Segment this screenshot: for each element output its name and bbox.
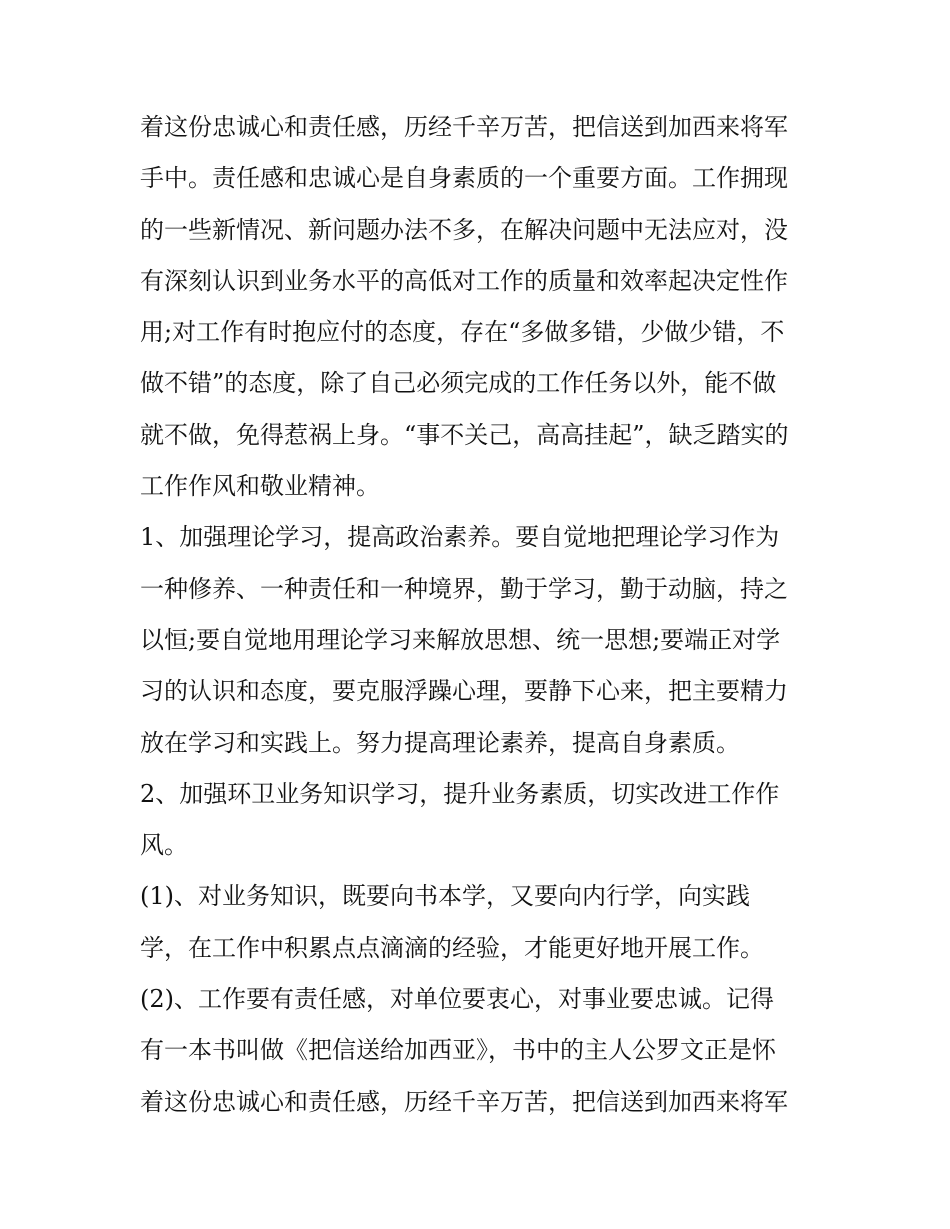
text-line: 一种修养、一种责任和一种境界，勤于学习，勤于动脑，持之 (140, 574, 788, 603)
text-line: (1)、对业务知识，既要向书本学，又要向内行学，向实践 (140, 882, 750, 911)
text-line: 以恒;要自觉地用理论学习来解放思想、统一思想;要端正对学 (140, 625, 781, 654)
text-line: 工作作风和敬业精神。 (140, 472, 380, 501)
text-line: 1、加强理论学习，提高政治素养。要自觉地把理论学习作为 (140, 523, 780, 552)
text-line: 用;对工作有时抱应付的态度，存在“多做多错，少做少错，不 (140, 318, 785, 347)
text-line: 的一些新情况、新问题办法不多，在解决问题中无法应对，没 (140, 215, 788, 244)
text-line: 就不做，免得惹祸上身。“事不关己，高高挂起”，缺乏踏实的 (140, 420, 789, 449)
text-line: 做不错”的态度，除了自己必须完成的工作任务以外，能不做 (140, 369, 777, 398)
text-line: 有一本书叫做《把信送给加西亚》，书中的主人公罗文正是怀 (140, 1036, 776, 1065)
text-line: (2)、工作要有责任感，对单位要衷心，对事业要忠诚。记得 (140, 985, 774, 1014)
document-body (140, 102, 820, 1128)
text-line: 放在学习和实践上。努力提高理论素养，提高自身素质。 (140, 728, 740, 757)
text-line: 有深刻认识到业务水平的高低对工作的质量和效率起决定性作 (140, 266, 788, 295)
text-line: 手中。责任感和忠诚心是自身素质的一个重要方面。工作拥现 (140, 164, 788, 193)
text-line: 习的认识和态度，要克服浮躁心理，要静下心来，把主要精力 (140, 677, 788, 706)
text-line: 着这份忠诚心和责任感，历经千辛万苦，把信送到加西来将军 (140, 1087, 788, 1116)
text-line: 风。 (140, 831, 188, 860)
text-line: 学，在工作中积累点点滴滴的经验，才能更好地开展工作。 (140, 933, 764, 962)
text-line: 2、加强环卫业务知识学习，提升业务素质，切实改进工作作 (140, 779, 780, 808)
text-line: 着这份忠诚心和责任感，历经千辛万苦，把信送到加西来将军 (140, 113, 788, 141)
